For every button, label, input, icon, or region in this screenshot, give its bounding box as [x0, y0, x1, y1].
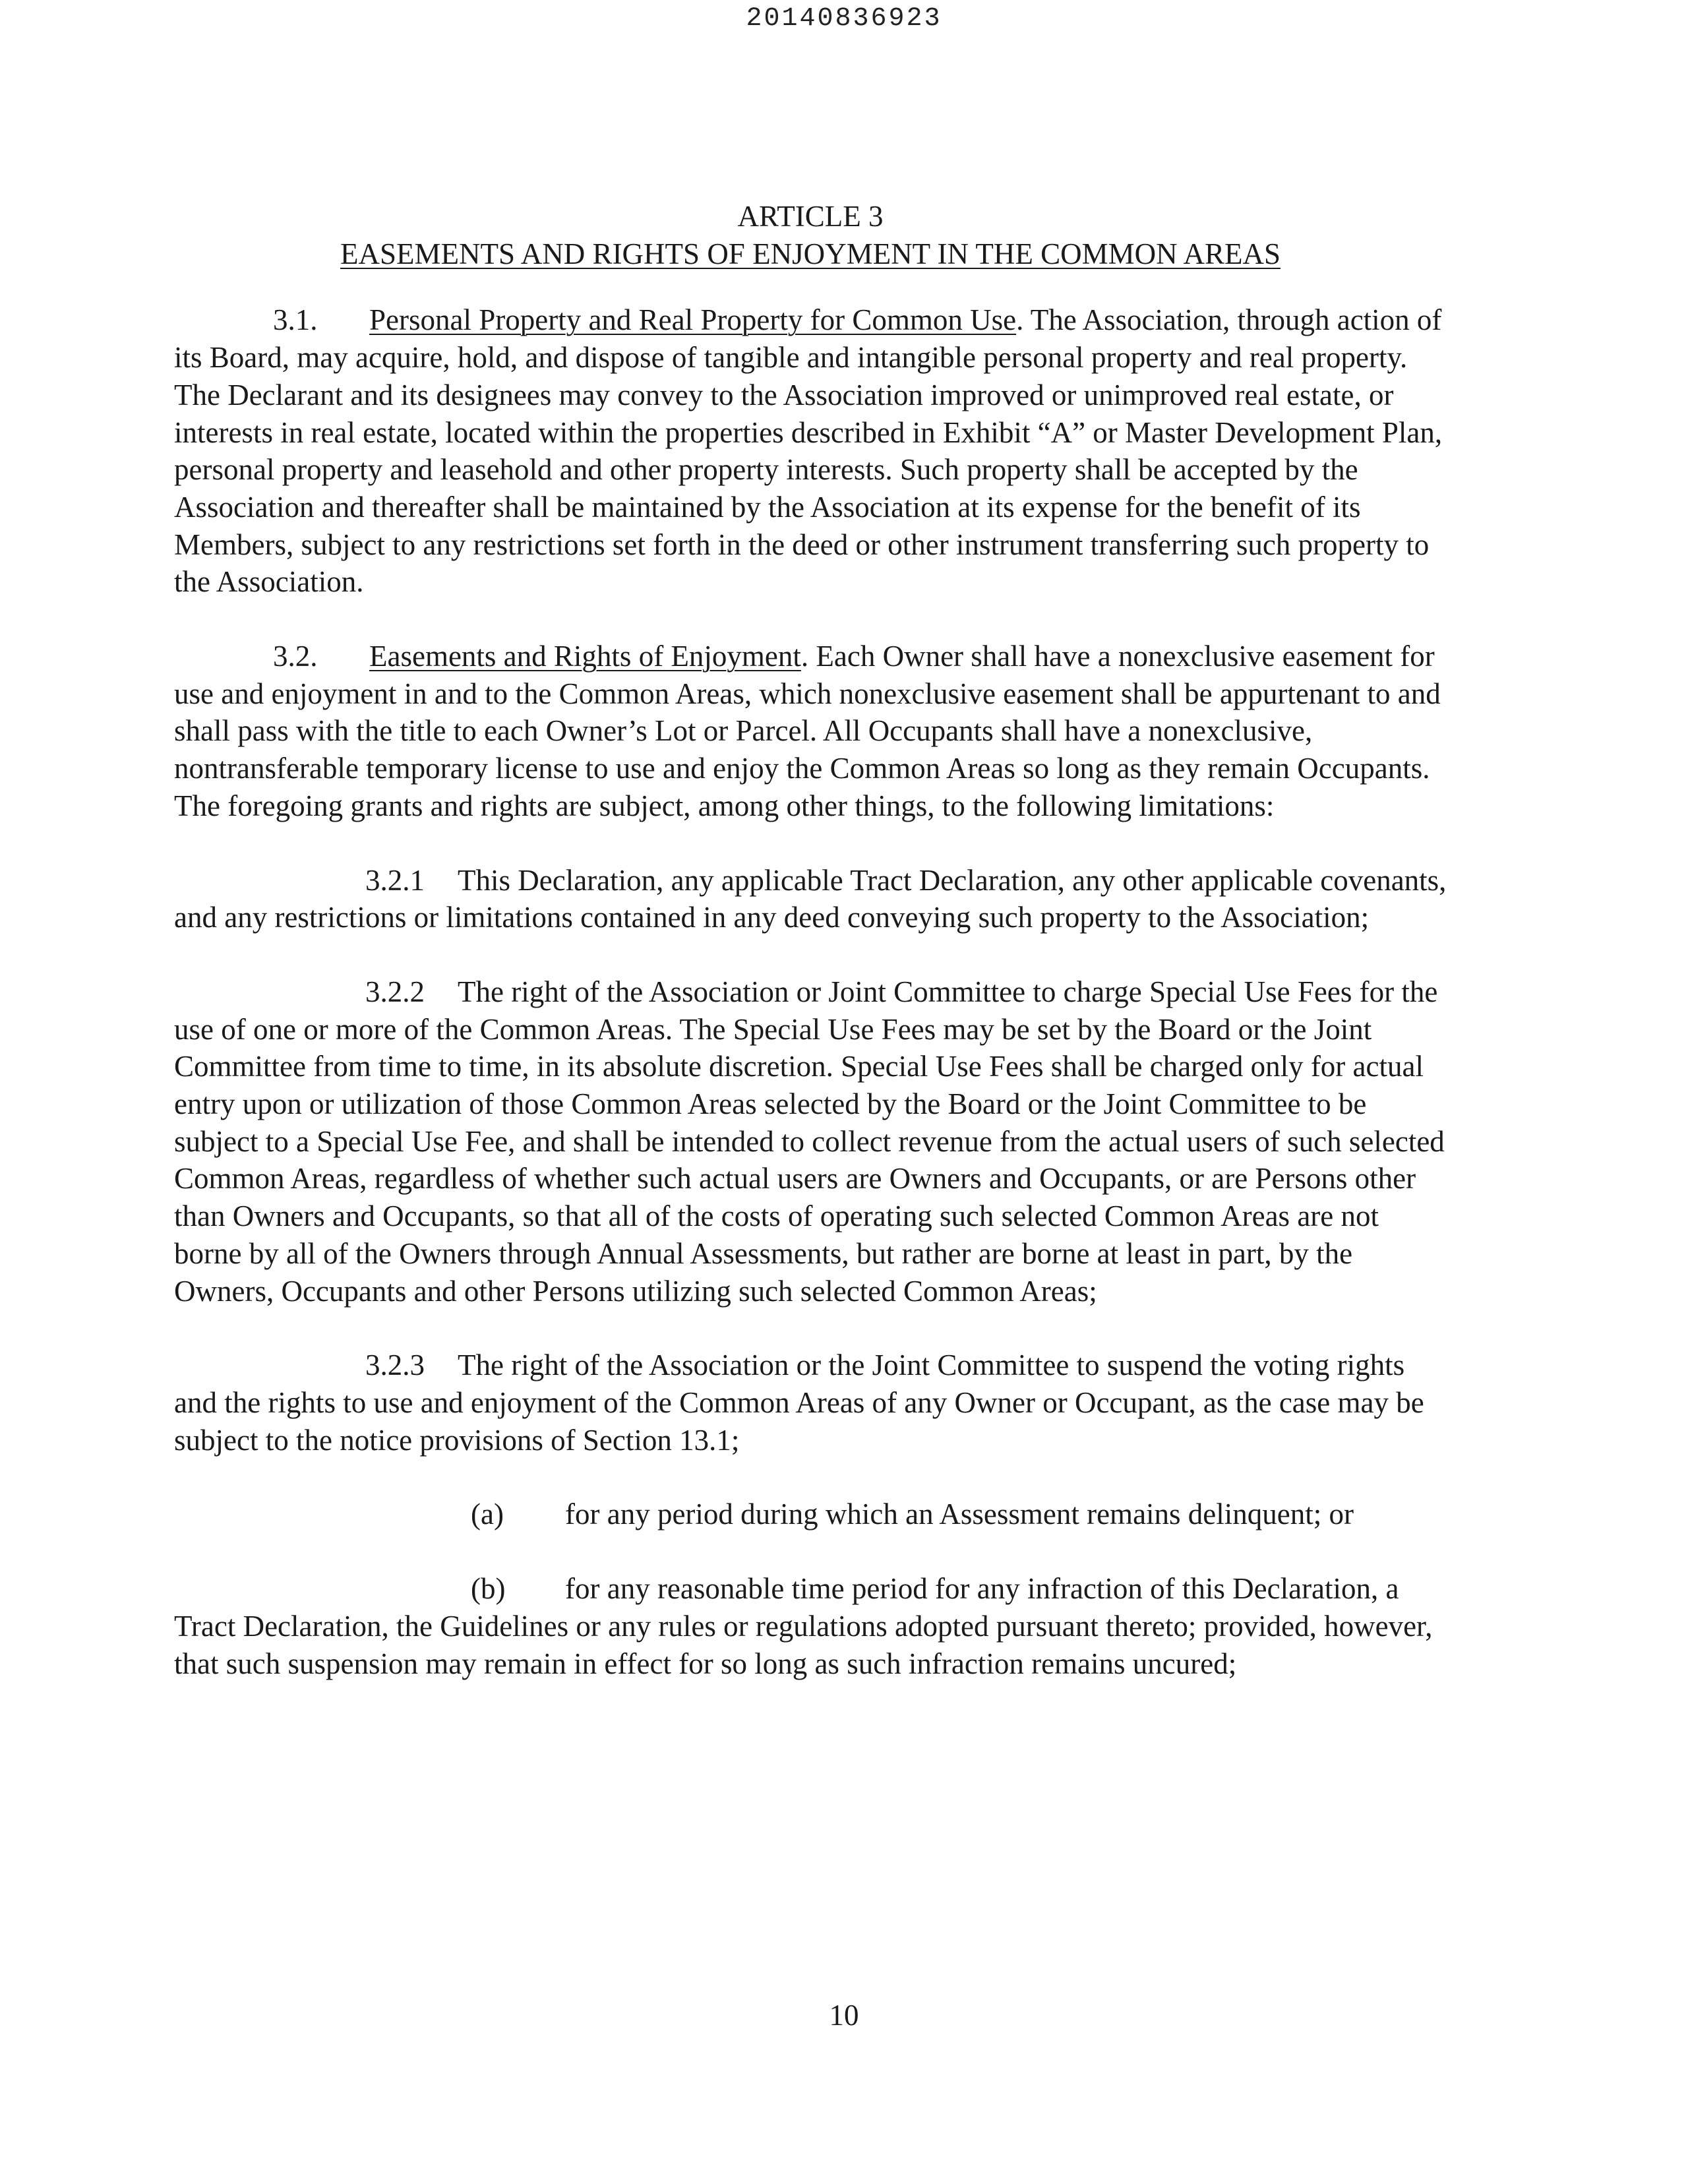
item-a — [174, 1496, 1447, 1533]
document-page — [174, 198, 1447, 1719]
subsection-body: The right of the Association or Joint Committee to charge Special Use Fees for the use of one or more of the Common Areas. The Special Use Fees may be set by the Board or the Joint Committee from time to time, in its absolute discretion. Special Use Fees shall be charged only for actual entry upon or utilization of those Common Areas selected by the Board or the Joint Committee to be subject to a Special Use Fee, and shall be intended to collect revenue from the actual users of such selected Common Areas, regardless of whether such actual users are Owners and Occupants, or are Persons other than Owners and Occupants, so that all of the costs of operating such selected Common Areas are not borne by all of the Owners through Annual Assessments, but rather are borne at least in part, by the Owners, Occupants and other Persons utilizing such selected Common Areas; — [174, 975, 1445, 1308]
section-3-1 — [174, 301, 1447, 601]
subsection-body: This Declaration, any applicable Tract Declaration, any other applicable covenants, and any restrictions or limitations contained in any deed conveying such property to the Association; — [174, 863, 1447, 934]
subsection-number: 3.2.3 — [365, 1349, 425, 1382]
subsection-body: The right of the Association or the Joint Committee to suspend the voting rights and the rights to use and enjoyment of the Common Areas of any Owner or Occupant, as the case may be subject to the notice provisions of Section 13.1; — [174, 1349, 1424, 1457]
item-label: (a) — [471, 1498, 504, 1531]
section-heading: Easements and Rights of Enjoyment — [369, 640, 801, 673]
section-3-2 — [174, 638, 1447, 825]
section-heading: Personal Property and Real Property for Common Use — [369, 303, 1017, 337]
article-title: EASEMENTS AND RIGHTS OF ENJOYMENT IN THE COMMON AREAS — [340, 237, 1281, 270]
subsection-number: 3.2.2 — [365, 975, 425, 1008]
subsection-number: 3.2.1 — [365, 863, 425, 897]
page-number: 10 — [829, 1999, 859, 2032]
section-3-2-1 — [174, 862, 1447, 936]
section-body: . The Association, through action of its Board, may acquire, hold, and dispose of tangible and intangible personal property and real property. The Declarant and its designees may convey to the Association improved or unimproved real estate, or interests in real estate, located within the properties described in Exhibit “A” or Master Development Plan, personal property and leasehold and other property interests. Such property shall be accepted by the Association and thereafter shall be maintained by the Association at its expense for the benefit of its Members, subject to any restrictions set forth in the deed or other instrument transferring such property to the Association. — [174, 303, 1443, 599]
item-b — [174, 1570, 1447, 1682]
section-body: . Each Owner shall have a nonexclusive easement for use and enjoyment in and to the Common Areas, which nonexclusive easement shall be appurtenant to and shall pass with the title to each Owner’s Lot or Parcel. All Occupants shall have a nonexclusive, nontransferable temporary license to use and enjoy the Common Areas so long as they remain Occupants. The foregoing grants and rights are subject, among other things, to the following limitations: — [174, 640, 1441, 822]
item-body: for any period during which an Assessment remains delinquent; or — [565, 1498, 1354, 1531]
article-number: ARTICLE 3 — [737, 200, 884, 233]
recording-number: 20140836923 — [746, 4, 942, 34]
item-body: for any reasonable time period for any infraction of this Declaration, a Tract Declaration, the Guidelines or any rules or regulations adopted pursuant thereto; provided, however, that such suspension may remain in effect for so long as such infraction remains uncured; — [174, 1572, 1433, 1680]
section-3-2-2 — [174, 973, 1447, 1310]
section-number: 3.1. — [273, 303, 318, 337]
section-3-2-3 — [174, 1347, 1447, 1459]
article-heading — [174, 198, 1447, 272]
section-number: 3.2. — [273, 640, 318, 673]
item-label: (b) — [471, 1572, 506, 1606]
